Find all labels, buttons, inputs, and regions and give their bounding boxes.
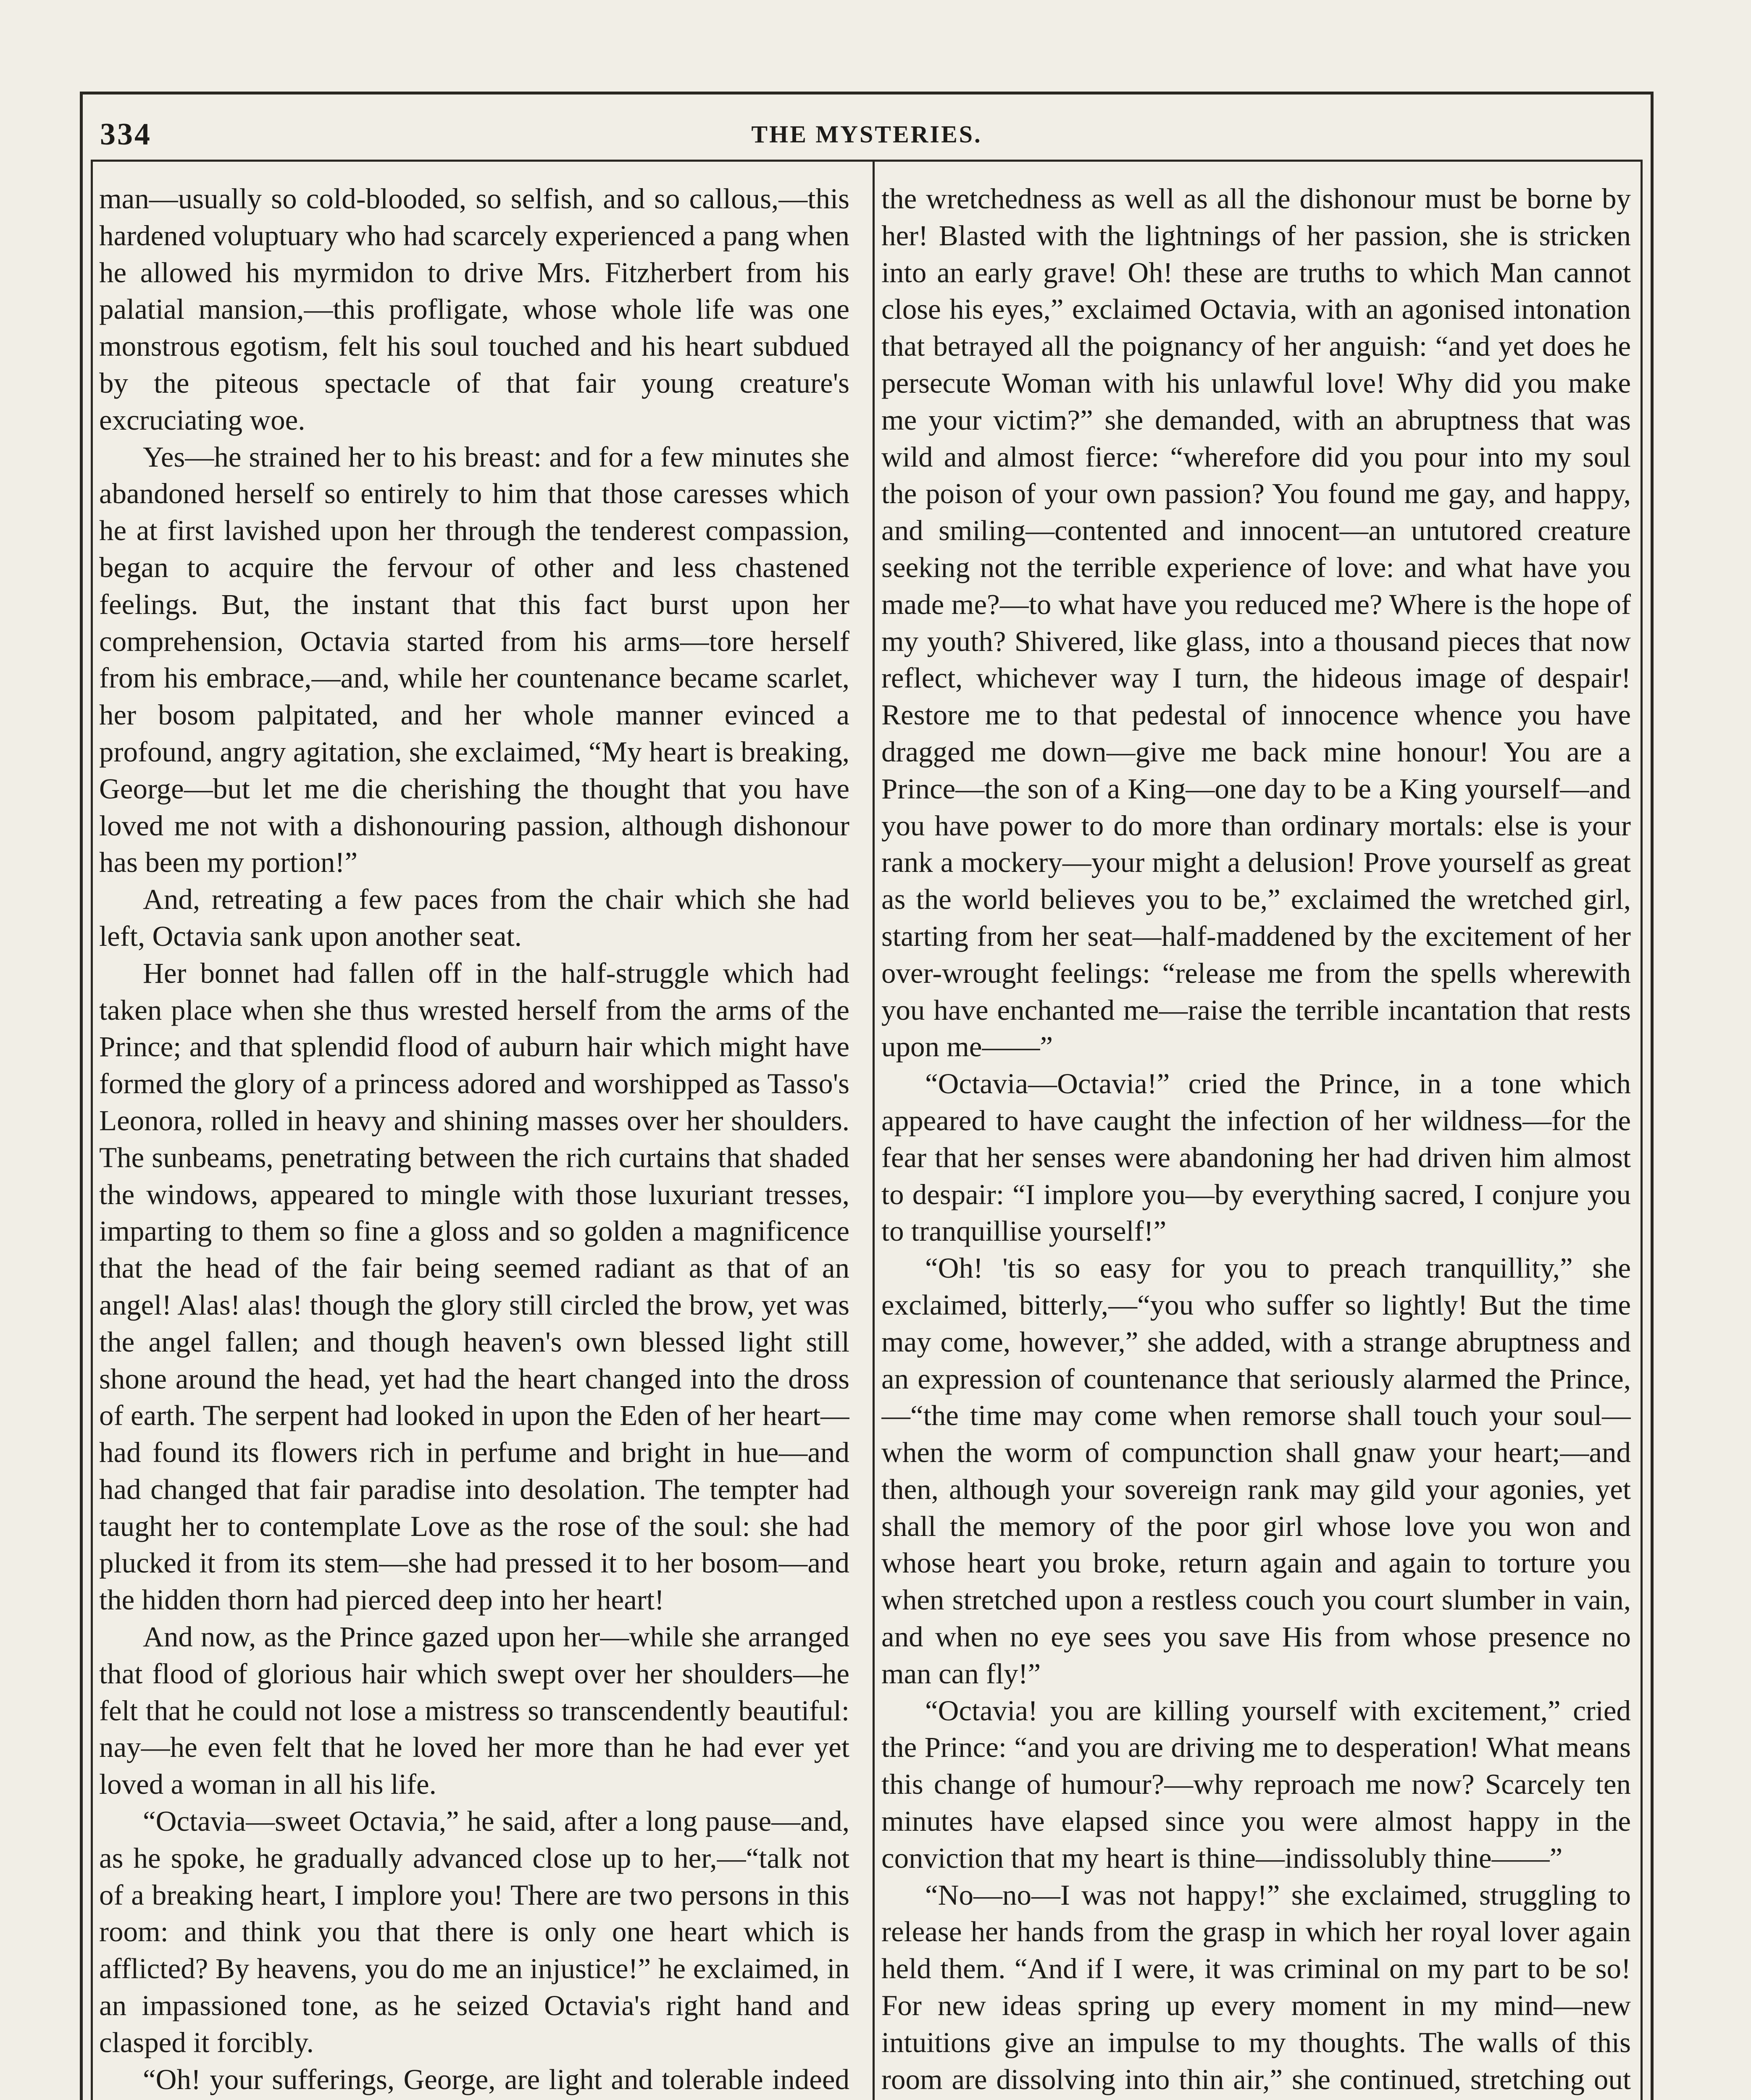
running-head — [91, 114, 1643, 152]
paragraph: And, retreating a few paces from the chair which she had left, Octavia sank upon another seat. — [99, 883, 849, 952]
paragraph: Yes—he strained her to his breast: and for a few minutes she abandoned herself so entirely to him that those caresses which he at first lavished upon her through the tenderest compassion, began to acquire the fervour of other and less chastened feelings. But, the instant that this fact burst upon her comprehension, Octavia started from his arms—tore herself from his embrace,—and, while her countenance became scarlet, her bosom palpitated, and her whole manner evinced a profound, angry agitation, she exclaimed, “My heart is breaking, George—but let me die cherishing the thought that you have loved me not with a dishonouring passion, although dishonour has been my portion!” — [99, 441, 849, 879]
paragraph: “Octavia! you are killing yourself with excitement,” cried the Prince: “and you are driving me to desperation! What means this change of humour?—why reproach me now? Scarcely ten minutes have elapsed since you were almost happy in the conviction that my heart is thine—indissolubly thine——” — [881, 1694, 1631, 1874]
paragraph: “Octavia—Octavia!” cried the Prince, in a tone which appeared to have caught the infection of her wildness—for the fear that her senses were abandoning her had driven him almost to despair: “I implore you—by everything sacred, I conjure you to tranquillise yourself!” — [881, 1068, 1631, 1247]
paragraph: the wretchedness as well as all the dishonour must be borne by her! Blasted with the lightnings of her passion, she is stricken into an early grave! Oh! these are truths to which Man cannot close his eyes,” exclaimed Octavia, with an agonised intonation that betrayed all the poignancy of her anguish: “and yet does he persecute Woman with his unlawful love! Why did you make me your victim?” she demanded, with an abruptness that was wild and almost fierce: “wherefore did you pour into my soul the poison of your own passion? You found me gay, and happy, and smiling—contented and innocent—an untutored creature seeking not the terrible experience of love: and what have you made me?—to what have you reduced me? Where is the hope of my youth? Shivered, like glass, into a thousand pieces that now reflect, whichever way I turn, the hideous image of despair! Restore me to that pedestal of innocence whence you have dragged me down—give me back mine honour! You are a Prince—the son of a King—one day to be a King yourself—and you have power to do more than ordinary mortals: else is your rank a mockery—your might a delusion! Prove yourself as great as the world believes you to be,” exclaimed the wretched girl, starting from her seat—half-maddened by the excitement of her over-wrought feelings: “release me from the spells wherewith you have enchanted me—raise the terrible incantation that rests upon me——” — [881, 183, 1631, 1063]
paragraph: “Oh! 'tis so easy for you to preach tranquillity,” she exclaimed, bitterly,—“you who suffer so lightly! But the time may come, however,” she added, with a strange abruptness and an expression of countenance that seriously alarmed the Prince,—“the time may come when remorse shall touch your soul—when the worm of compunction shall gnaw your heart;—and then, although your sovereign rank may gild your agonies, yet shall the memory of the poor girl whose love you won and whose heart you broke, return again and again to torture you when stretched upon a restless couch you court slumber in vain, and when no eye sees you save His from whose presence no man can fly!” — [881, 1252, 1631, 1690]
running-title: THE MYSTERIES. — [751, 121, 982, 148]
paragraph: “Octavia—sweet Octavia,” he said, after a long pause—and, as he spoke, he gradually advanced close up to her,—“talk not of a breaking heart, I implore you! There are two persons in this room: and think you that there is only one heart which is afflicted? By heavens, you do me an injustice!” he exclaimed, in an impassioned tone, as he seized Octavia's right hand and clasped it forcibly. — [99, 1805, 849, 2058]
left-column — [99, 181, 849, 2100]
paragraph: “No—no—I was not happy!” she exclaimed, struggling to release her hands from the grasp in which her royal lover again held them. “And if I were, it was criminal on my part to be so! For new ideas spring up every moment in my mind—new intuitions give an impulse to my thoughts. The walls of this room are dissolving into thin air,” she continued, stretching out — [881, 1879, 1631, 2095]
column-divider — [873, 162, 875, 2100]
paragraph: Her bonnet had fallen off in the half-struggle which had taken place when she thus wrested herself from the arms of the Prince; and that splendid flood of auburn hair which might have formed the glory of a princess adored and worshipped as Tasso's Leonora, rolled in heavy and shining masses over her shoulders. The sunbeams, penetrating between the rich curtains that shaded the windows, appeared to mingle with those luxuriant tresses, imparting to them so fine a gloss and so golden a magnificence that the head of the fair being seemed radiant as that of an angel! Alas! alas! though the glory still circled the brow, yet was the angel fallen; and though heaven's own blessed light still shone around the head, yet had the heart changed into the dross of earth. The serpent had looked in upon the Eden of her heart—had found its flowers rich in perfume and bright in hue—and had changed that fair paradise into desolation. The tempter had taught her to contemplate Love as the rose of the soul: she had plucked it from its stem—she had pressed it to her bosom—and the hidden thorn had pierced deep into her heart! — [99, 957, 849, 1616]
paragraph: “Oh! your sufferings, George, are light and tolerable indeed — [143, 2063, 849, 2095]
page-number: 334 — [100, 117, 152, 152]
paragraph: man—usually so cold-blooded, so selfish, and so callous,—this hardened voluptuary who had scarcely experienced a pang when he allowed his myrmidon to drive Mrs. Fitzherbert from his palatial mansion,—this profligate, whose whole life was one monstrous egotism, felt his soul touched and his heart subdued by the piteous spectacle of that fair young creature's excruciating woe. — [99, 183, 849, 436]
paragraph: And now, as the Prince gazed upon her—while she arranged that flood of glorious hair which swept over her shoulders—he felt that he could not lose a mistress so transcendently beautiful: nay—he even felt that he loved her more than he had ever yet loved a woman in all his life. — [99, 1621, 849, 1801]
right-column — [881, 181, 1631, 2100]
